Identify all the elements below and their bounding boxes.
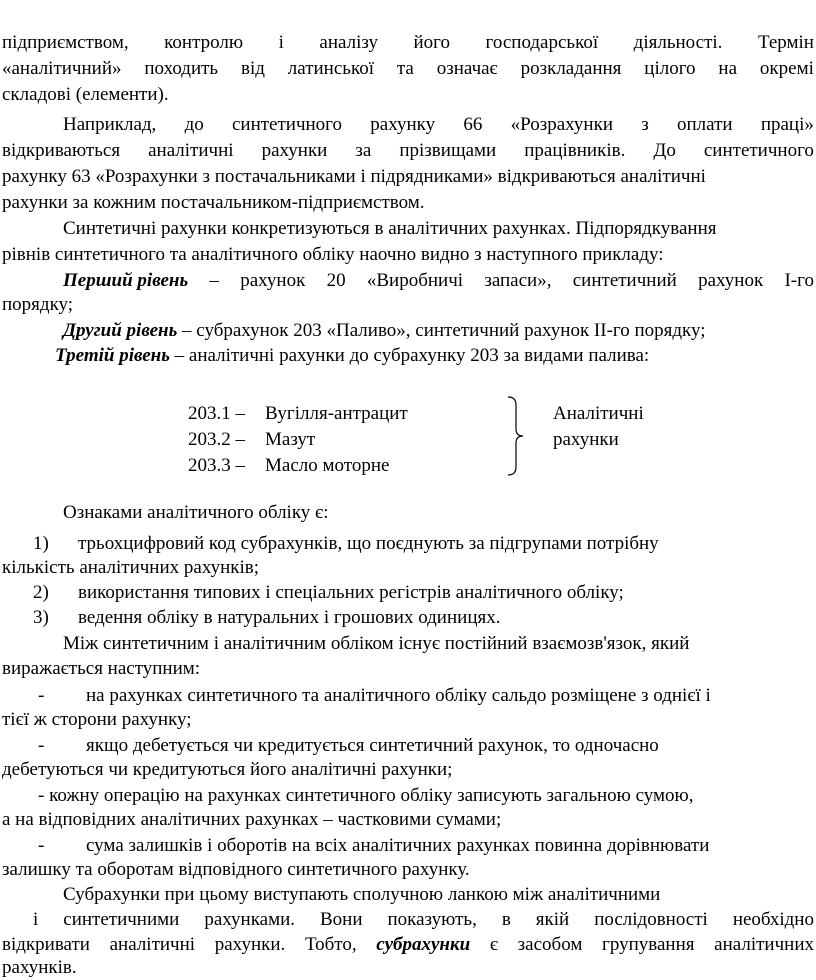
word: рахунок	[698, 270, 764, 291]
bullet-1-line2: тієї ж сторони рахунку;	[2, 709, 192, 730]
word: праці»	[760, 114, 814, 135]
word: 20	[326, 270, 346, 291]
p2-line4: рахунки за кожним постачальником-підприємством.	[2, 192, 425, 213]
feature-1-line1: трьохцифровий код субрахунків, що поєднують за підгрупами потрібну	[78, 533, 659, 554]
feature-3-number: 3)	[33, 607, 49, 628]
word: синтетичного	[703, 140, 814, 161]
bullet-4-dash: -	[38, 835, 45, 856]
word: «аналітичний»	[2, 58, 122, 79]
feature-3: ведення обліку в натуральних і грошових одиницях.	[78, 607, 501, 628]
bullet-1-line1: на рахунках синтетичного та аналітичного обліку сальдо розміщене з однієї і	[86, 685, 711, 706]
p1-line2	[2, 56, 814, 81]
subaccounts-term: субрахунки	[376, 934, 471, 955]
final-line2	[33, 907, 814, 932]
p2-line2	[2, 138, 814, 163]
subaccount-code-2: 203.2 –	[188, 429, 245, 450]
word: «Виробничі	[366, 270, 464, 291]
word: в	[501, 909, 511, 930]
word: є	[489, 934, 498, 955]
level-third	[55, 343, 649, 368]
bullet-2-dash: -	[38, 735, 45, 756]
relation-line2: виражається наступним:	[2, 658, 201, 679]
word: латинської	[287, 58, 374, 79]
word: аналізу	[319, 32, 378, 53]
word: 66	[463, 114, 483, 135]
subaccount-name-2: Мазут	[265, 429, 316, 450]
word: синтетичний	[572, 270, 677, 291]
p3-line2: рівнів синтетичного та аналітичного обліку наочно видно з наступного прикладу:	[2, 244, 664, 265]
bullet-2-line2: дебетуються чи кредитуються його аналітичні рахунки;	[2, 759, 453, 780]
feature-1-number: 1)	[33, 533, 49, 554]
feature-2: використання типових і спеціальних регістрів аналітичного обліку;	[78, 582, 624, 603]
word: і	[278, 32, 284, 53]
subaccount-name-3: Масло моторне	[265, 455, 390, 476]
relation-line1: Між синтетичним і аналітичним обліком існує постійний взаємозв'язок, який	[63, 633, 690, 654]
word: за	[355, 140, 372, 161]
word: і	[33, 909, 39, 930]
subaccount-name-1: Вугілля-антрацит	[265, 403, 408, 424]
word: відкривати	[2, 934, 90, 955]
word: показують,	[387, 909, 477, 930]
word: «Розрахунки	[510, 114, 613, 135]
word: Вони	[320, 909, 363, 930]
feature-1-line2: кількість аналітичних рахунків;	[2, 557, 260, 578]
word: синтетичними	[63, 909, 180, 930]
bullet-2-line1: якщо дебетується чи кредитується синтетичний рахунок, то одночасно	[86, 735, 659, 756]
features-intro: Ознаками аналітичного обліку є:	[63, 502, 329, 523]
word: синтетичного	[231, 114, 343, 135]
word: підприємством,	[2, 32, 129, 53]
word: до	[184, 114, 204, 135]
curly-brace-icon	[505, 396, 527, 476]
bullet-3-line1: - кожну операцію на рахунках синтетичного обліку записують загальною сумою,	[38, 785, 694, 806]
word: запаси»,	[484, 270, 552, 291]
level-first-cont: порядку;	[2, 294, 74, 315]
subaccount-code-1: 203.1 –	[188, 403, 245, 424]
word: І-го	[784, 270, 814, 291]
word: відкриваються	[2, 140, 121, 161]
word: походить	[144, 58, 219, 79]
word: прізвищами	[399, 140, 497, 161]
word: послідовності	[594, 909, 708, 930]
word: на	[718, 58, 738, 79]
word: До	[653, 140, 676, 161]
word: рахунку	[370, 114, 436, 135]
level-second	[63, 318, 706, 343]
word: з	[641, 114, 649, 135]
word: необхідно	[732, 909, 814, 930]
bullet-3-line2: а на відповідних аналітичних рахунках – частковими сумами;	[2, 809, 502, 830]
level-second-text: – субрахунок 203 «Паливо», синтетичний рахунок ІІ-го порядку;	[177, 320, 706, 341]
bullet-4-line1: сума залишків і оборотів на всіх аналітичних рахунках повинна дорівнювати	[86, 835, 710, 856]
bullet-1-dash: -	[38, 685, 45, 706]
feature-2-number: 2)	[33, 582, 49, 603]
word: рахунки	[261, 140, 328, 161]
word: рахунки.	[214, 934, 286, 955]
p2-line1	[63, 112, 814, 137]
subaccount-code-3: 203.3 –	[188, 455, 245, 476]
word: Наприклад,	[63, 114, 157, 135]
final-line3	[2, 932, 814, 957]
word: Тобто,	[304, 934, 357, 955]
word: працівників.	[524, 140, 626, 161]
word: засобом	[517, 934, 583, 955]
word: від	[240, 58, 265, 79]
group-label-line1: Аналітичні	[553, 403, 644, 424]
level-third-label: Третій рівень	[55, 345, 170, 366]
p1-line1	[2, 30, 814, 55]
level-first-label: Перший рівень	[63, 270, 189, 291]
level-first	[63, 268, 814, 293]
final-line4: рахунків.	[2, 957, 77, 978]
group-label-line2: рахунки	[553, 429, 619, 450]
word: оплати	[677, 114, 733, 135]
word: розкладання	[520, 58, 622, 79]
word: рахунок	[240, 270, 306, 291]
word: його	[413, 32, 451, 53]
word: Термін	[757, 32, 814, 53]
word: –	[209, 270, 219, 291]
word: окремі	[759, 58, 814, 79]
level-third-text: – аналітичні рахунки до субрахунку 203 за видами палива:	[169, 345, 650, 366]
word: групування	[602, 934, 695, 955]
p3-line1: Синтетичні рахунки конкретизуються в аналітичних рахунках. Підпорядкування	[63, 218, 717, 239]
word: та	[396, 58, 414, 79]
word: означає	[436, 58, 498, 79]
word: аналітичні	[148, 140, 234, 161]
word: контролю	[164, 32, 244, 53]
word: діяльності.	[633, 32, 723, 53]
word: аналітичних	[714, 934, 814, 955]
word: якій	[535, 909, 570, 930]
word: аналітичні	[109, 934, 196, 955]
level-second-label: Другий рівень	[63, 320, 178, 341]
word: цілого	[644, 58, 696, 79]
word: рахунками.	[204, 909, 296, 930]
final-line1: Субрахунки при цьому виступають сполучною ланкою між аналітичними	[63, 884, 661, 905]
bullet-4-line2: залишку та оборотам відповідного синтетичного рахунку.	[2, 859, 470, 880]
p1-line3: складові (елементи).	[2, 84, 169, 105]
p2-line3: рахунку 63 «Розрахунки з постачальниками і підрядниками» відкриваються аналітичні	[2, 166, 706, 187]
word: господарської	[485, 32, 599, 53]
